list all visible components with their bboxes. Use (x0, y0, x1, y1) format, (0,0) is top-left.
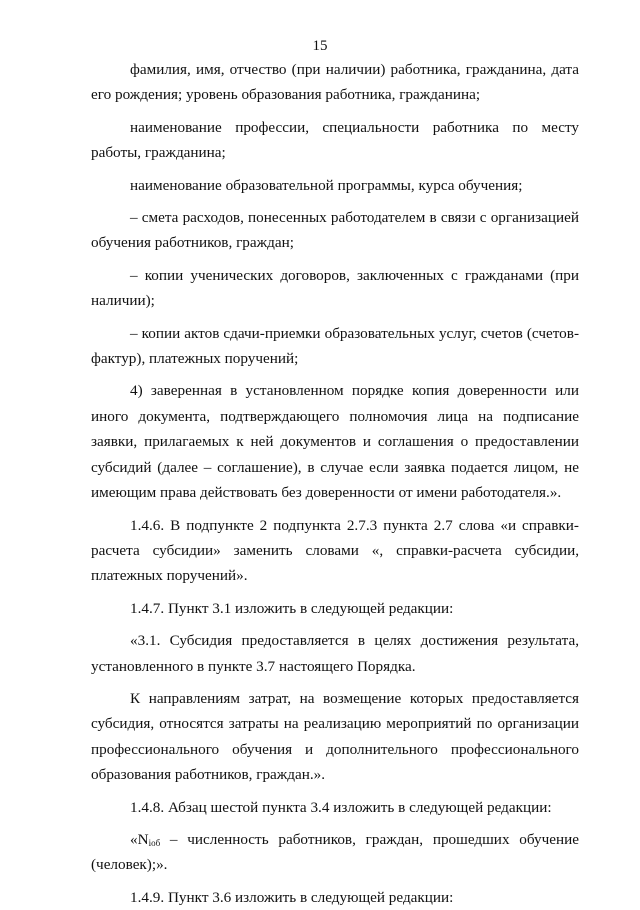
paragraph: 1.4.6. В подпункте 2 подпункта 2.7.3 пункта 2.7 слова «и справки-расчета субсидии» заменить словами «, справки-расчета субсидии, платежных поручений». (91, 516, 579, 585)
page-number: 15 (312, 38, 328, 54)
paragraph: 1.4.7. Пункт 3.1 изложить в следующей редакции: (130, 599, 454, 617)
paragraph: 1.4.9. Пункт 3.6 изложить в следующей редакции: (130, 888, 454, 906)
formula-open: «N (130, 830, 149, 848)
paragraph: 1.4.8. Абзац шестой пункта 3.4 изложить в следующей редакции: (130, 798, 552, 816)
document-body (91, 57, 579, 910)
paragraph: 4) заверенная в установленном порядке копия доверенности или иного документа, подтверждающего полномочия лица на подписание заявки, прилагаемых к ней документов и соглашения о предоставлении субсидий (далее – соглашение), в случае если заявка подается лицом, не имеющим права действовать без доверенности от имени работодателя.». (91, 382, 579, 502)
formula-paragraph (91, 827, 579, 878)
paragraph: наименование образовательной программы, курса обучения; (130, 176, 523, 194)
paragraph: фамилия, имя, отчество (при наличии) работника, гражданина, дата его рождения; уровень образования работника, гражданина; (91, 61, 579, 104)
paragraph: – копии ученических договоров, заключенных с гражданами (при наличии); (91, 266, 579, 310)
formula-subscript: iоб (148, 837, 161, 848)
paragraph: К направлениям затрат, на возмещение которых предоставляется субсидия, относятся затраты на реализацию мероприятий по организации профессионального обучения и дополнительного профессионального образования работников, граждан.». (91, 689, 579, 784)
formula-rest: – численность работников, граждан, прошедших обучение (человек);». (91, 830, 579, 874)
paragraph: наименование профессии, специальности работника по месту работы, гражданина; (91, 118, 579, 162)
paragraph: – смета расходов, понесенных работодателем в связи с организацией обучения работников, граждан; (91, 209, 579, 252)
paragraph: «3.1. Субсидия предоставляется в целях достижения результата, установленного в пункте 3.7 настоящего Порядка. (91, 632, 579, 675)
paragraph: – копии актов сдачи-приемки образовательных услуг, счетов (счетов-фактур), платежных поручений; (91, 324, 579, 368)
